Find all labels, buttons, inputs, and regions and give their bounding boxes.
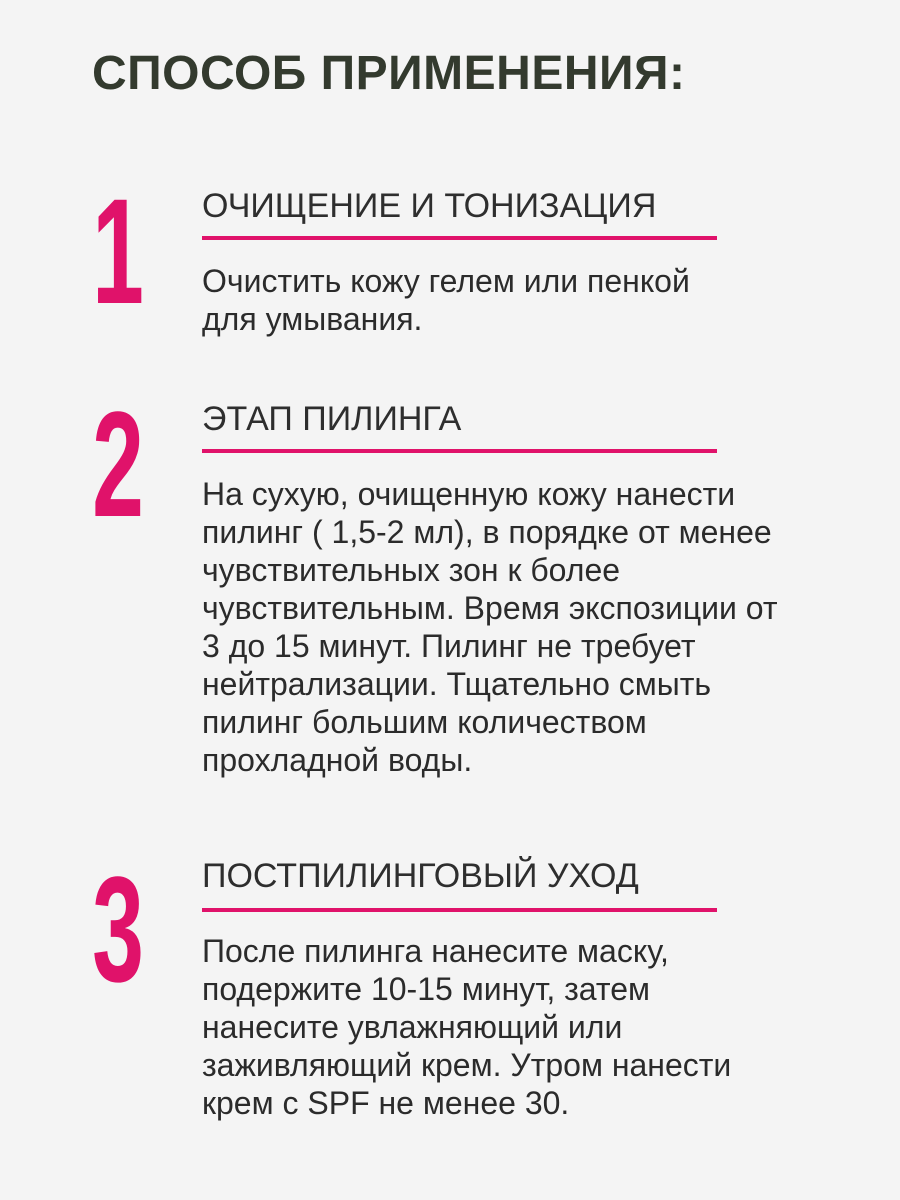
step-number: 2	[92, 380, 142, 548]
step-number: 1	[92, 167, 142, 335]
step-heading: ПОСТПИЛИНГОВЫЙ УХОД	[202, 857, 639, 895]
step-heading: ОЧИЩЕНИЕ И ТОНИЗАЦИЯ	[202, 187, 657, 225]
heading-underline	[202, 908, 717, 912]
step-number: 3	[92, 845, 142, 1013]
heading-underline	[202, 449, 717, 453]
step-description: Очистить кожу гелем или пенкой для умывания.	[202, 263, 690, 337]
step-heading: ЭТАП ПИЛИНГА	[202, 400, 462, 438]
heading-underline	[202, 236, 717, 240]
step-description: На сухую, очищенную кожу нанести пилинг ( 1,5-2 мл), в порядке от менее чувствительных зон к более чувствительным. Время экспозиции от 3 до 15 минут. Пилинг не требует нейтрализации. Тщательно смыть пилинг большим количеством прохладной воды.	[202, 476, 778, 778]
page-title: СПОСОБ ПРИМЕНЕНИЯ:	[92, 47, 686, 100]
step-description: После пилинга нанесите маску, подержите 10-15 минут, затем нанесите увлажняющий или заживляющий крем. Утром нанести крем с SPF не менее 30.	[202, 933, 732, 1121]
